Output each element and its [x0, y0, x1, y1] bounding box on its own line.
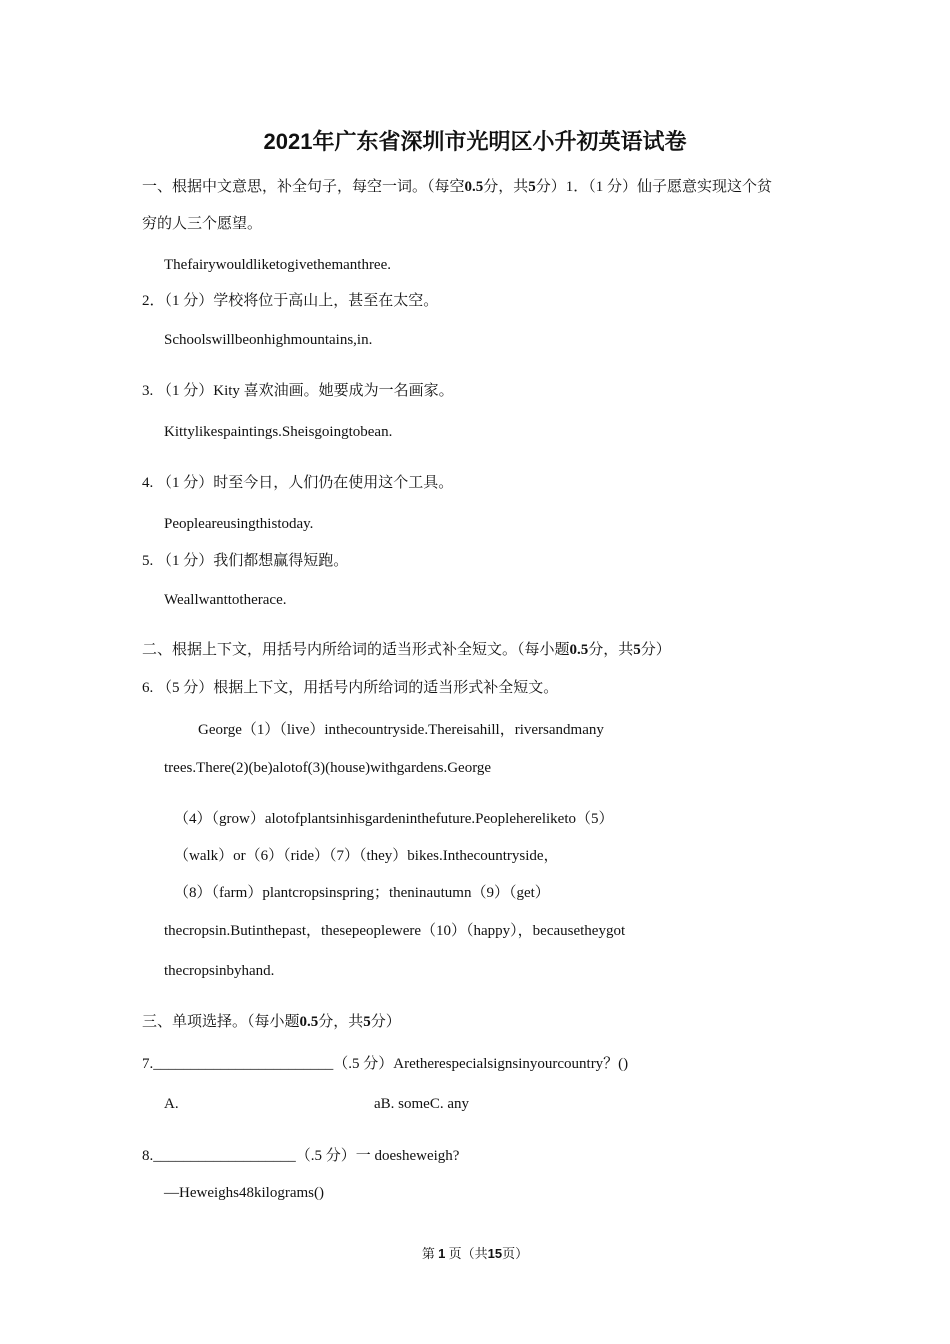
- passage-line-6: thecropsin.Butinthepast，thesepeoplewere（10）（happy），becausetheygot: [164, 923, 626, 939]
- footer-prefix: 第: [421, 1246, 435, 1261]
- section2-heading-a: 二、根据上下文，用括号内所给词的适当形式补全短文。（每小题: [142, 642, 570, 658]
- passage-line-4: （walk）or（6）（ride）（7）（they）bikes.Inthecountryside，: [174, 848, 559, 864]
- question-7-options-bc: aB. someC. any: [374, 1096, 469, 1112]
- footer-mid: 页（共: [448, 1246, 488, 1261]
- question-4: 4. （1 分）时至今日，人们仍在使用这个工具。: [142, 475, 454, 491]
- section2-heading: [142, 640, 671, 660]
- passage-line-5: （8）（farm）plantcropsinspring；theninautumn（9）（get）: [174, 885, 550, 901]
- passage-line-2: trees.There(2)(be)alotof(3)(house)withgardens.George: [164, 760, 492, 776]
- question-5: 5. （1 分）我们都想赢得短跑。: [142, 553, 349, 569]
- question-4-english: Peopleareusingthistoday.: [164, 516, 314, 532]
- question-1-english: Thefairywouldliketogivethemanthree.: [164, 257, 391, 273]
- section1-heading-a: 一、根据中文意思，补全句子，每空一词。（每空: [142, 179, 465, 195]
- section3-heading: [142, 1012, 401, 1032]
- section2-heading-e: 分）: [640, 642, 671, 658]
- section3-heading-c: 分，共: [318, 1014, 364, 1030]
- question-6: 6. （5 分）根据上下文，用括号内所给词的适当形式补全短文。: [142, 680, 559, 696]
- footer-suffix: 页）: [502, 1246, 529, 1261]
- footer-total-pages: 15: [487, 1246, 503, 1261]
- footer-page-number: 1: [438, 1246, 446, 1261]
- section2-heading-b: 0.5: [569, 642, 589, 658]
- question-3: 3. （1 分）Kity 喜欢油画。她要成为一名画家。: [142, 383, 454, 399]
- question-7-option-a: A.: [164, 1096, 179, 1112]
- question-3-english: Kittylikespaintings.Sheisgoingtobean.: [164, 424, 393, 440]
- section1-heading: [142, 177, 772, 197]
- section2-heading-c: 分，共: [588, 642, 634, 658]
- section3-heading-d: 5: [363, 1014, 371, 1030]
- section1-heading-d: 5: [528, 179, 536, 195]
- passage-line-3: （4）（grow）alotofplantsinhisgardeninthefuture.Peoplehereliketo（5）: [174, 811, 614, 827]
- page-title: 2021年广东省深圳市光明区小升初英语试卷: [263, 129, 687, 154]
- section1-heading-e: 分）1．（1 分）仙子愿意实现这个贫: [535, 179, 773, 195]
- section1-heading-cont: 穷的人三个愿望。: [142, 216, 263, 232]
- question-2: 2．（1 分）学校将位于高山上，甚至在太空。: [142, 293, 439, 309]
- section3-heading-a: 三、单项选择。（每小题: [142, 1014, 300, 1030]
- section1-heading-b: 0.5: [464, 179, 484, 195]
- question-8: 8.___________________（.5 分）一 doesheweigh?: [142, 1148, 460, 1164]
- passage-line-7: thecropsinbyhand.: [164, 963, 275, 979]
- section1-heading-c: 分，共: [483, 179, 529, 195]
- page-footer: [0, 1245, 950, 1263]
- question-8-answer: —Heweighs48kilograms(): [164, 1185, 324, 1201]
- passage-line-1: George（1）（live）inthecountryside.Thereisahill，riversandmany: [198, 722, 604, 738]
- section2-heading-d: 5: [633, 642, 641, 658]
- section3-heading-e: 分）: [370, 1014, 401, 1030]
- question-5-english: Weallwanttotherace.: [164, 592, 287, 608]
- question-7: 7.________________________（.5 分）Aretherespecialsignsinyourcountry？(): [142, 1056, 629, 1072]
- question-2-english: Schoolswillbeonhighmountains,in.: [164, 332, 373, 348]
- section3-heading-b: 0.5: [299, 1014, 319, 1030]
